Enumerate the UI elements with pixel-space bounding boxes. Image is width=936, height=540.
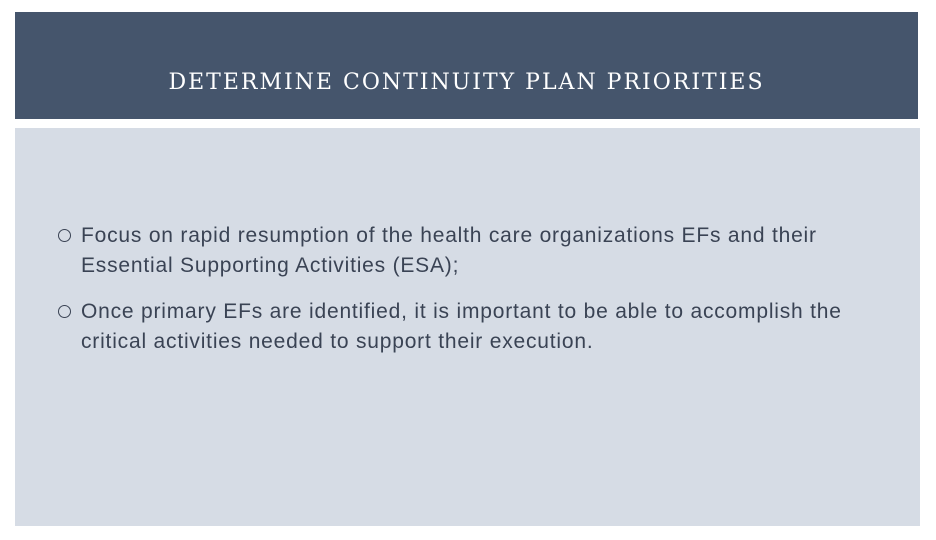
title-bar xyxy=(15,12,918,119)
bullet-list xyxy=(56,221,876,373)
circle-bullet-icon xyxy=(58,229,71,242)
bullet-text: Once primary EFs are identified, it is important to be able to accomplish the critical activities needed to support their execution. xyxy=(81,300,842,353)
bullet-item xyxy=(56,297,876,357)
circle-bullet-icon xyxy=(58,305,71,318)
bullet-item xyxy=(56,221,876,281)
content-panel xyxy=(15,128,920,526)
bullet-text: Focus on rapid resumption of the health care organizations EFs and their Essential Supporting Activities (ESA); xyxy=(81,224,817,277)
slide-title: DETERMINE CONTINUITY PLAN PRIORITIES xyxy=(168,70,765,95)
